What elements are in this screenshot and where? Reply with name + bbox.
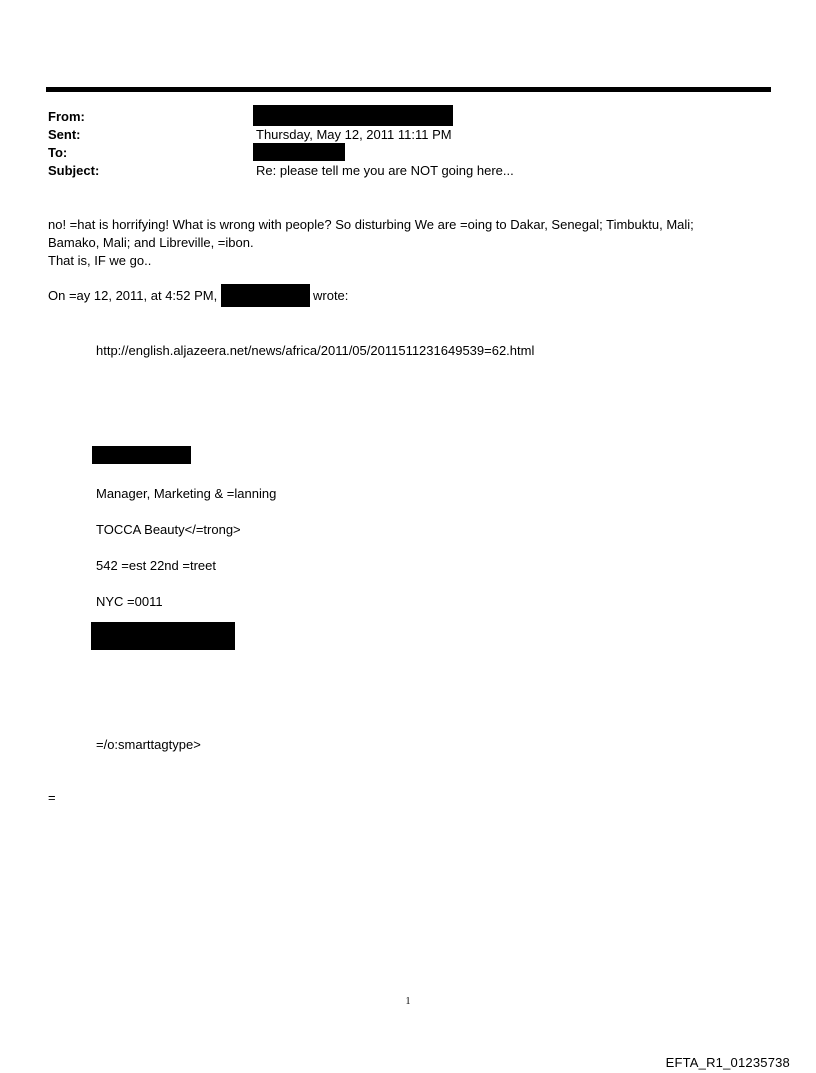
body-line-2: Bamako, Mali; and Libreville, =ibon. bbox=[48, 235, 254, 250]
quote-intro-after: wrote: bbox=[313, 288, 349, 303]
sent-label: Sent: bbox=[48, 127, 81, 142]
subject-label: Subject: bbox=[48, 163, 100, 178]
body-line-1: no! =hat is horrifying! What is wrong with people? So disturbing We are =oing to Dakar, Senegal; Timbuktu, Mali; bbox=[48, 217, 694, 232]
smarttag-text: =/o:smarttagtype> bbox=[96, 737, 201, 752]
document-id: EFTA_R1_01235738 bbox=[665, 1055, 790, 1070]
to-redaction bbox=[253, 143, 345, 161]
signature-city: NYC =0011 bbox=[96, 594, 163, 609]
from-redaction bbox=[253, 105, 453, 126]
to-label: To: bbox=[48, 145, 68, 160]
sent-value: Thursday, May 12, 2011 11:11 PM bbox=[256, 127, 452, 142]
body-line-3: That is, IF we go.. bbox=[48, 253, 152, 268]
trailing-equals: = bbox=[48, 790, 56, 805]
signature-contact-redaction bbox=[91, 622, 235, 650]
article-link[interactable]: http://english.aljazeera.net/news/africa/2011/05/2011511231649539=62.html bbox=[96, 343, 535, 358]
signature-company: TOCCA Beauty</=trong> bbox=[96, 522, 241, 537]
header-rule bbox=[46, 87, 771, 92]
sender-name-redaction bbox=[221, 284, 310, 307]
signature-title: Manager, Marketing & =lanning bbox=[96, 486, 277, 501]
subject-value: Re: please tell me you are NOT going here... bbox=[256, 163, 514, 178]
quote-intro-before: On =ay 12, 2011, at 4:52 PM, bbox=[48, 288, 218, 303]
from-label: From: bbox=[48, 109, 85, 124]
signature-address: 542 =est 22nd =treet bbox=[96, 558, 216, 573]
signature-name-redaction bbox=[92, 446, 191, 464]
page-number: 1 bbox=[405, 996, 411, 1007]
